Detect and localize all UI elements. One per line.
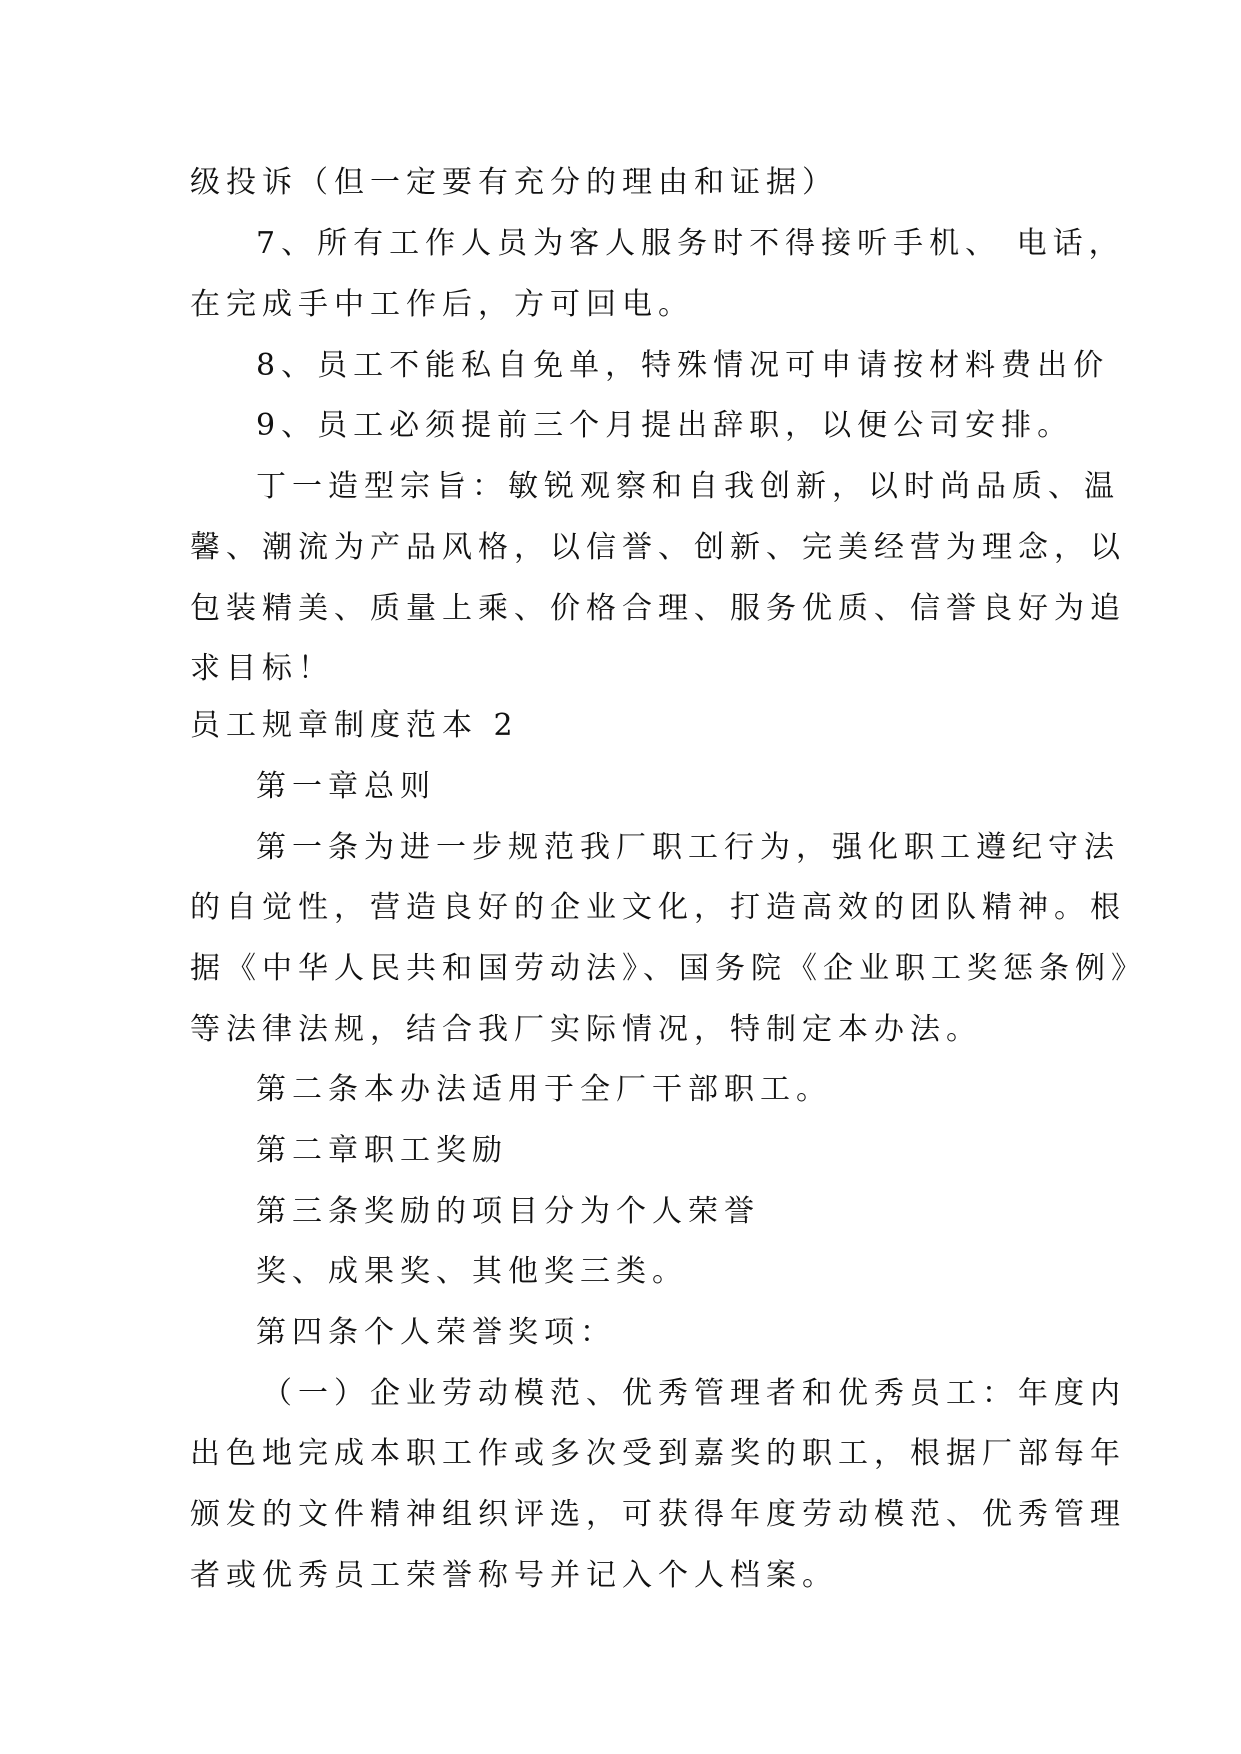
text-line: 的自觉性，营造良好的企业文化，打造高效的团队精神。根 — [190, 890, 1126, 925]
text-line: 者或优秀员工荣誉称号并记入个人档案。 — [190, 1558, 838, 1593]
text-line: 求目标！ — [190, 651, 334, 686]
text-line: 颁发的文件精神组织评选，可获得年度劳动模范、优秀管理 — [190, 1497, 1126, 1532]
text-line: 第一条为进一步规范我厂职工行为，强化职工遵纪守法 — [256, 830, 1120, 865]
text-line: 第四条个人荣誉奖项： — [256, 1315, 616, 1350]
section-title: 员工规章制度范本 2 — [190, 708, 519, 743]
text-line: 包装精美、质量上乘、价格合理、服务优质、信誉良好为追 — [190, 591, 1126, 626]
text-line: 等法律法规，结合我厂实际情况，特制定本办法。 — [190, 1012, 982, 1047]
text-line: 丁一造型宗旨：敏锐观察和自我创新，以时尚品质、温 — [256, 469, 1120, 504]
chapter-heading: 第二章职工奖励 — [256, 1133, 508, 1168]
text-line: 8、员工不能私自免单，特殊情况可申请按材料费出价 — [256, 348, 1110, 383]
text-line: 据《中华人民共和国劳动法》、国务院《企业职工奖惩条例》 — [190, 951, 1147, 986]
text-line: 第二条本办法适用于全厂干部职工。 — [256, 1072, 832, 1107]
text-line: 级投诉（但一定要有充分的理由和证据） — [190, 165, 838, 200]
text-line: 9、员工必须提前三个月提出辞职，以便公司安排。 — [256, 408, 1074, 443]
text-line: 7、所有工作人员为客人服务时不得接听手机、 电话， — [256, 226, 1125, 261]
text-line: 出色地完成本职工作或多次受到嘉奖的职工，根据厂部每年 — [190, 1436, 1126, 1471]
text-line: （一）企业劳动模范、优秀管理者和优秀员工：年度内 — [262, 1376, 1126, 1411]
text-line: 馨、潮流为产品风格，以信誉、创新、完美经营为理念，以 — [190, 530, 1126, 565]
text-line: 奖、成果奖、其他奖三类。 — [256, 1254, 688, 1289]
text-line: 第三条奖励的项目分为个人荣誉 — [256, 1194, 760, 1229]
text-line: 在完成手中工作后，方可回电。 — [190, 287, 694, 322]
chapter-heading: 第一章总则 — [256, 769, 436, 804]
